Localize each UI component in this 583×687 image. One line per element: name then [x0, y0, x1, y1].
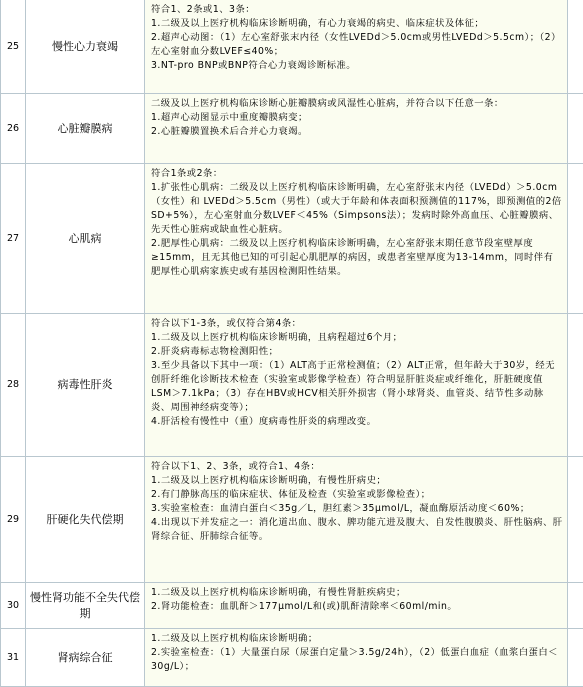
criteria-cell [145, 164, 568, 314]
criteria-line: 2.心脏瓣膜置换术后合并心力衰竭。 [151, 125, 563, 139]
criteria-line: 3.NT-pro BNP或BNP符合心力衰竭诊断标准。 [151, 59, 563, 73]
criteria-line: 3.至少具备以下其中一项：（1）ALT高于正常检测值；（2）ALT正常，但年龄大于30岁，经无创肝纤维化诊断技术检查（实验室或影像学检查）符合明显肝脏炎症或纤维化，肝脏硬度值LSM＞7.1kPa；（3）存在HBV或HCV相关肝外损害（肾小球肾炎、血管炎、结节性多动脉炎、周围神经病变等）； [151, 359, 563, 415]
empty-cell [568, 164, 583, 314]
criteria-line: 符合1条或2条： [151, 167, 563, 181]
criteria-line: 3.实验室检查：血清白蛋白＜35g／L，胆红素＞35μmol/L，凝血酶原活动度＜60%； [151, 502, 563, 516]
disease-name: 心肌病 [26, 164, 145, 314]
criteria-line: 2.超声心动图：（1）左心室舒张末内径（女性LVEDd＞5.0cm或男性LVEDd＞5.5cm）；（2）左心室射血分数LVEF≤40%； [151, 31, 563, 59]
criteria-line: 1.二级及以上医疗机构临床诊断明确，有慢性肾脏疾病史； [151, 586, 563, 600]
criteria-line: 1.超声心动图显示中重度瓣膜病变； [151, 111, 563, 125]
table-row [1, 164, 583, 314]
criteria-line: 符合1、2条或1、3条： [151, 3, 563, 17]
criteria-line: 2.实验室检查：（1）大量蛋白尿（尿蛋白定量＞3.5g/24h），（2）低蛋白血症（血浆白蛋白＜30g/L）； [151, 646, 563, 674]
criteria-cell [145, 0, 568, 94]
disease-name: 肾病综合征 [26, 629, 145, 687]
table-body [1, 0, 583, 687]
criteria-cell [145, 629, 568, 687]
criteria-line: 4.出现以下并发症之一：消化道出血、腹水、脾功能亢进及腹大、自发性腹膜炎、肝性脑病、肝肾综合征、肝肺综合征等。 [151, 516, 563, 544]
criteria-line: 1.二级及以上医疗机构临床诊断明确； [151, 632, 563, 646]
table-row [1, 0, 583, 94]
row-number: 25 [1, 0, 26, 94]
row-number: 27 [1, 164, 26, 314]
criteria-line: 2.肝炎病毒标志物检测阳性； [151, 345, 563, 359]
criteria-cell [145, 314, 568, 457]
empty-cell [568, 629, 583, 687]
disease-name: 慢性心力衰竭 [26, 0, 145, 94]
disease-name: 肝硬化失代偿期 [26, 457, 145, 583]
criteria-cell [145, 583, 568, 629]
empty-cell [568, 0, 583, 94]
row-number: 29 [1, 457, 26, 583]
disease-name: 病毒性肝炎 [26, 314, 145, 457]
criteria-line: 二级及以上医疗机构临床诊断心脏瓣膜病或风湿性心脏病，并符合以下任意一条： [151, 97, 563, 111]
criteria-line: 1.扩张性心肌病：二级及以上医疗机构临床诊断明确，左心室舒张末内径（LVEDd）＞5.0cm（女性）和 LVEDd＞5.5cm（男性）（或大于年龄和体表面积预测值的117%，即预测值的2倍SD+5%），左心室射血分数LVEF＜45%（Simpsons法）；发病时除外高血压、心脏瓣膜病、先天性心脏病或缺血性心脏病。 [151, 181, 563, 237]
criteria-line: 1.二级及以上医疗机构临床诊断明确，有慢性肝病史； [151, 474, 563, 488]
criteria-line: 符合以下1、2、3条，或符合1、4条： [151, 460, 563, 474]
criteria-line: 2.肾功能检查：血肌酐＞177μmol/L和(或)肌酐清除率＜60ml/min。 [151, 600, 563, 614]
table-row [1, 583, 583, 629]
row-number: 31 [1, 629, 26, 687]
empty-cell [568, 583, 583, 629]
row-number: 28 [1, 314, 26, 457]
criteria-line: 1.二级及以上医疗机构临床诊断明确，且病程超过6个月； [151, 331, 563, 345]
criteria-line: 1.二级及以上医疗机构临床诊断明确，有心力衰竭的病史、临床症状及体征； [151, 17, 563, 31]
criteria-cell [145, 457, 568, 583]
disease-name: 慢性肾功能不全失代偿期 [26, 583, 145, 629]
table-row [1, 457, 583, 583]
criteria-line: 2.肥厚性心肌病：二级及以上医疗机构临床诊断明确，左心室舒张末期任意节段室壁厚度≥15mm，且无其他已知的可引起心肌肥厚的病因，或患者室壁厚度为13-14mm，同时伴有肥厚性心肌病家族史或有基因检测阳性结果。 [151, 237, 563, 279]
empty-cell [568, 94, 583, 164]
disease-name: 心脏瓣膜病 [26, 94, 145, 164]
criteria-line: 符合以下1-3条，或仅符合第4条： [151, 317, 563, 331]
table-row [1, 629, 583, 687]
criteria-cell [145, 94, 568, 164]
empty-cell [568, 314, 583, 457]
row-number: 26 [1, 94, 26, 164]
table-row [1, 94, 583, 164]
criteria-line: 4.肝活检有慢性中（重）度病毒性肝炎的病理改变。 [151, 415, 563, 429]
empty-cell [568, 457, 583, 583]
row-number: 30 [1, 583, 26, 629]
criteria-line: 2.有门静脉高压的临床症状、体征及检查（实验室或影像检查）； [151, 488, 563, 502]
table-row [1, 314, 583, 457]
